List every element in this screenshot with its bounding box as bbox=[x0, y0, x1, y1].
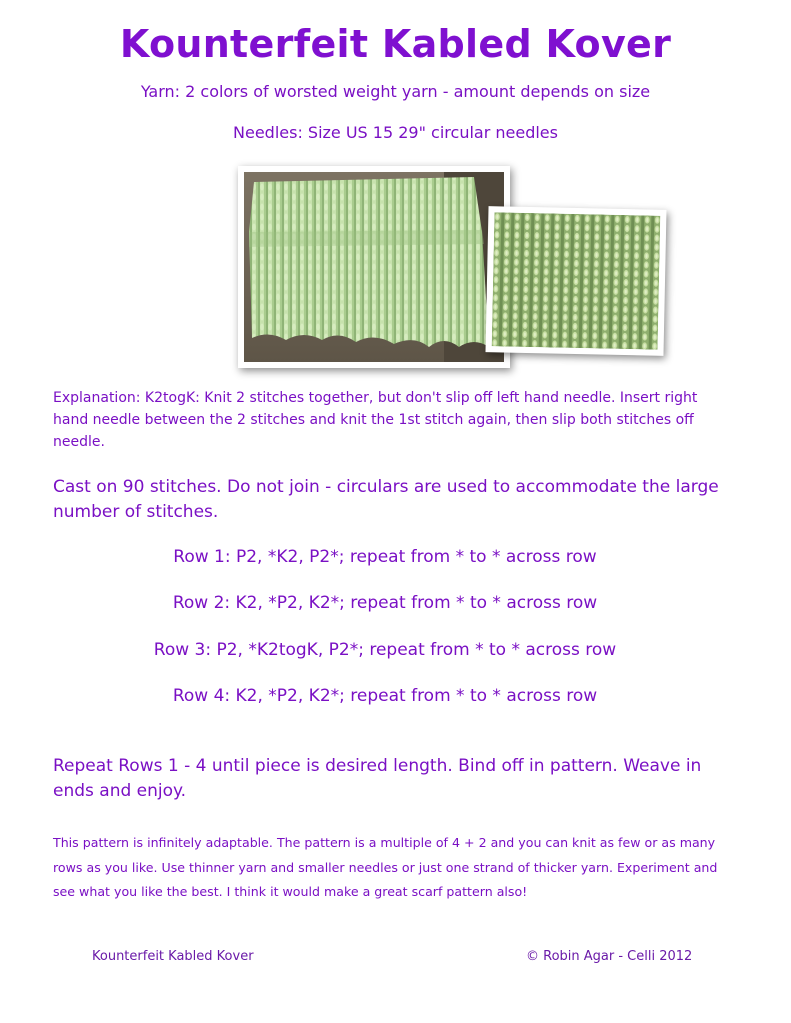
swatch-image bbox=[492, 212, 661, 349]
row-3-instruction: Row 3: P2, *K2togK, P2*; repeat from * to * across row bbox=[153, 640, 617, 660]
row-2-instruction: Row 2: K2, *P2, K2*; repeat from * to * across row bbox=[172, 593, 598, 613]
blanket-photo bbox=[238, 166, 510, 368]
yarn-line: Yarn: 2 colors of worsted weight yarn - amount depends on size bbox=[140, 82, 651, 101]
footer-copyright: © Robin Agar - Celli 2012 bbox=[526, 949, 693, 964]
footer-title: Kounterfeit Kabled Kover bbox=[92, 949, 254, 964]
blanket-image bbox=[244, 172, 504, 362]
needles-line: Needles: Size US 15 29" circular needles bbox=[233, 123, 558, 142]
row-1-instruction: Row 1: P2, *K2, P2*; repeat from * to * across row bbox=[173, 547, 597, 567]
swatch-photo bbox=[485, 206, 666, 356]
repeat-text: Repeat Rows 1 - 4 until piece is desired length. Bind off in pattern. Weave in ends and enjoy. bbox=[53, 756, 702, 801]
explanation-text: Explanation: K2togK: Knit 2 stitches together, but don't slip off left hand needle. Insert right hand needle between the 2 stitches and knit the 1st stitch again, then slip both stitches off needle. bbox=[53, 390, 698, 450]
row-4-instruction: Row 4: K2, *P2, K2*; repeat from * to * across row bbox=[172, 686, 598, 706]
page-title: Kounterfeit Kabled Kover bbox=[119, 22, 672, 66]
adaptability-note: This pattern is infinitely adaptable. The pattern is a multiple of 4 + 2 and you can knit as few or as many rows as you like. Use thinner yarn and smaller needles or just one strand of thicker yarn. Experiment and see what you like the best. I think it would make a great scarf pattern also! bbox=[53, 835, 718, 899]
cast-on-text: Cast on 90 stitches. Do not join - circulars are used to accommodate the large number of stitches. bbox=[53, 477, 719, 522]
